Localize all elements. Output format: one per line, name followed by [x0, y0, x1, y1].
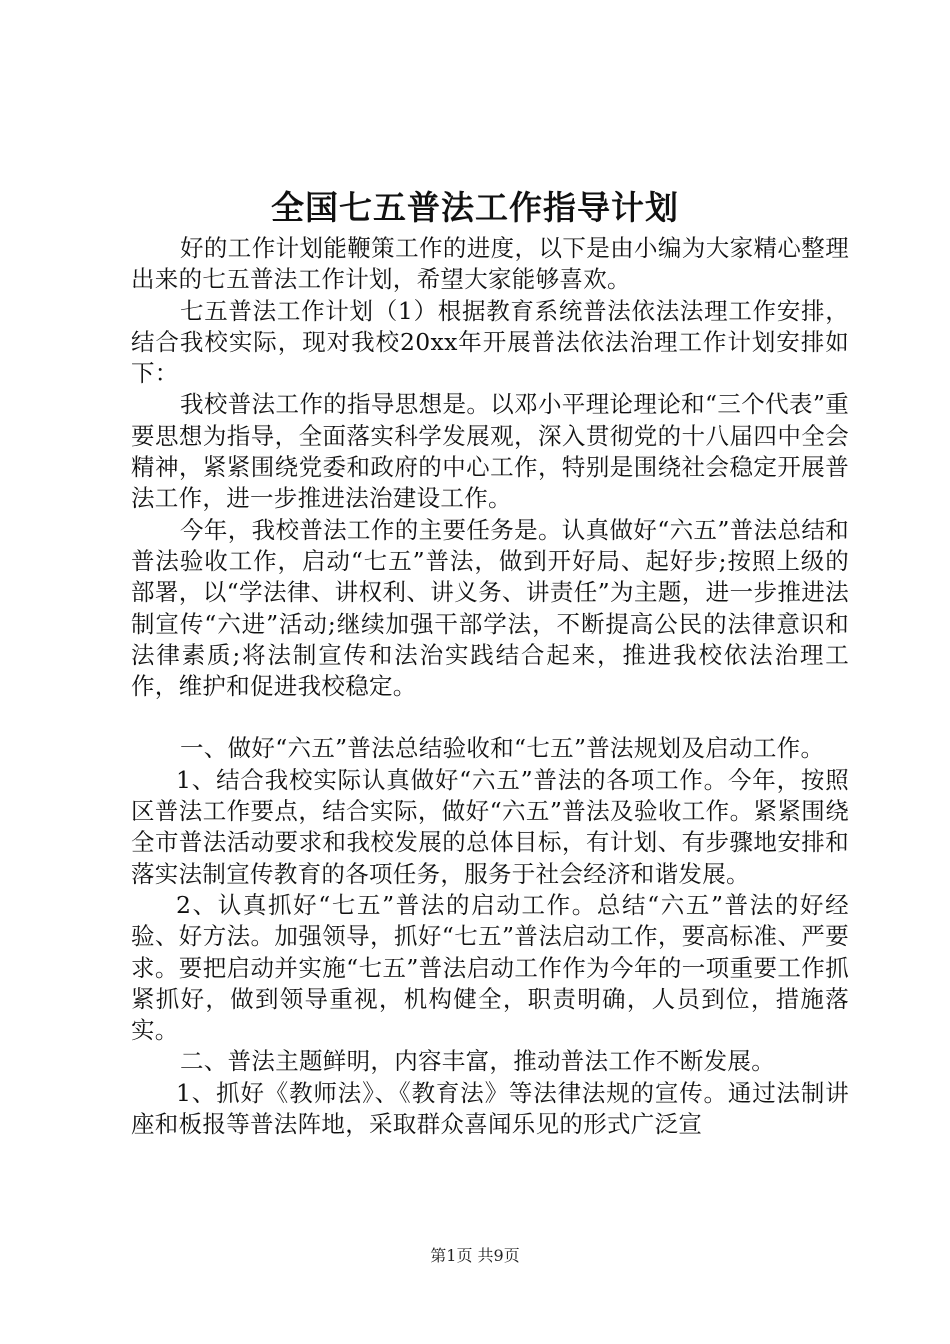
paragraph-spacer — [131, 702, 849, 733]
section-one-item-2: 2、认真抓好“七五”普法的启动工作。总结“六五”普法的好经验、好方法。加强领导，抓好“七五”普法启动工作，要高标准、严要求。要把启动并实施“七五”普法启动工作作为今年的一项重要工作抓紧抓好，做到领导重视，机构健全，职责明确，人员到位，措施落实。 — [131, 890, 849, 1045]
plan-overview-paragraph: 七五普法工作计划（1）根据教育系统普法依法法理工作安排，结合我校实际，现对我校20xx年开展普法依法治理工作计划安排如下： — [131, 296, 849, 388]
section-one-heading: 一、做好“六五”普法总结验收和“七五”普法规划及启动工作。 — [180, 734, 825, 763]
section-one-item-1: 1、结合我校实际认真做好“六五”普法的各项工作。今年，按照区普法工作要点，结合实际，做好“六五”普法及验收工作。紧紧围绕全市普法活动要求和我校发展的总体目标，有计划、有步骤地安排和落实法制宣传教育的各项任务，服务于社会经济和谐发展。 — [131, 765, 849, 888]
document-body — [131, 233, 849, 1140]
intro-paragraph: 好的工作计划能鞭策工作的进度，以下是由小编为大家精心整理出来的七五普法工作计划，希望大家能够喜欢。 — [131, 234, 849, 294]
section-two-heading: 二、普法主题鲜明，内容丰富，推动普法工作不断发展。 — [180, 1047, 775, 1076]
guiding-ideology-paragraph: 我校普法工作的指导思想是。以邓小平理论理论和“三个代表”重要思想为指导，全面落实科学发展观，深入贯彻党的十八届四中全会精神，紧紧围绕党委和政府的中心工作，特别是围绕社会稳定开展普法工作，进一步推进法治建设工作。 — [131, 390, 849, 513]
document-title: 全国七五普法工作指导计划 — [271, 188, 679, 227]
main-tasks-paragraph: 今年，我校普法工作的主要任务是。认真做好“六五”普法总结和普法验收工作，启动“七五”普法，做到开好局、起好步;按照上级的部署，以“学法律、讲权利、讲义务、讲责任”为主题，进一步推进法制宣传“六进”活动;继续加强干部学法，不断提高公民的法律意识和法律素质;将法制宣传和法治实践结合起来，推进我校依法治理工作，维护和促进我校稳定。 — [131, 515, 849, 701]
section-two-item-1: 1、抓好《教师法》、《教育法》等法律法规的宣传。通过法制讲座和板报等普法阵地，采取群众喜闻乐见的形式广泛宣 — [131, 1078, 849, 1139]
page-number-footer: 第1页 共9页 — [430, 1246, 520, 1265]
